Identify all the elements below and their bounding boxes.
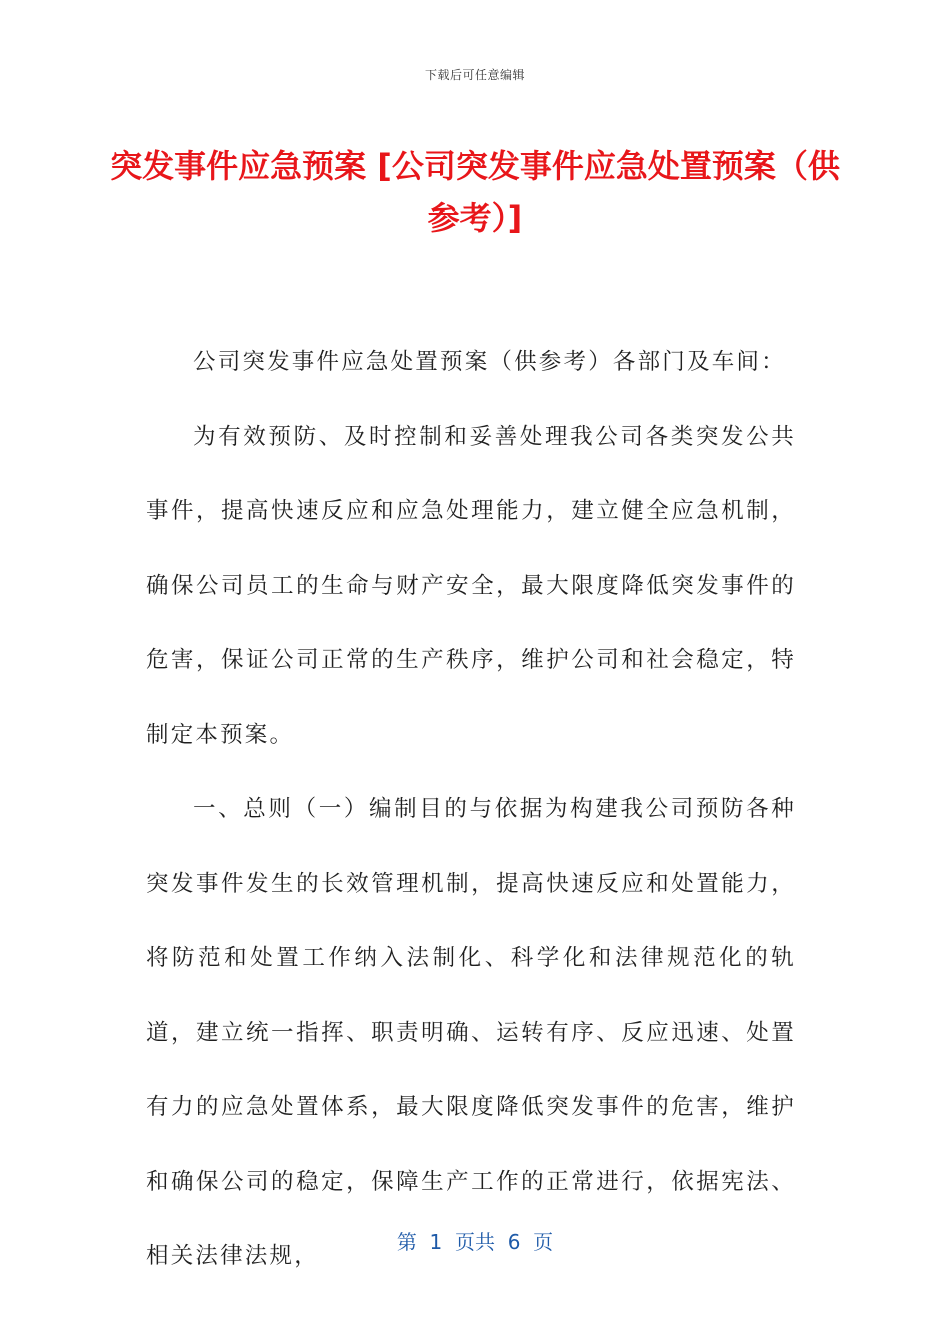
purpose-paragraph: 为有效预防、及时控制和妥善处理我公司各类突发公共事件，提高快速反应和应急处理能力，建立健全应急机制，确保公司员工的生命与财产安全，最大限度降低突发事件的危害，保证公司正常的生产秩序，维护公司和社会稳定，特制定本预案。: [146, 423, 796, 748]
document-body: [146, 325, 796, 1294]
document-title: 突发事件应急预案 [公司突发事件应急处置预案（供参考）]: [110, 147, 840, 237]
general-principles-paragraph: 一、总则（一）编制目的与依据为构建我公司预防各种突发事件发生的长效管理机制，提高快速反应和处置能力，将防范和处置工作纳入法制化、科学化和法律规范化的轨道，建立统一指挥、职责明确、运转有序、反应迅速、处置有力的应急处置体系，最大限度降低突发事件的危害，维护和确保公司的稳定，保障生产工作的正常进行，依据宪法、相关法律法规，: [146, 796, 796, 1269]
salutation-paragraph: 公司突发事件应急处置预案（供参考）各部门及车间：: [193, 349, 786, 375]
page-number-footer: 第 1 页共 6 页: [396, 1230, 554, 1254]
header-note: 下载后可任意编辑: [424, 68, 525, 82]
